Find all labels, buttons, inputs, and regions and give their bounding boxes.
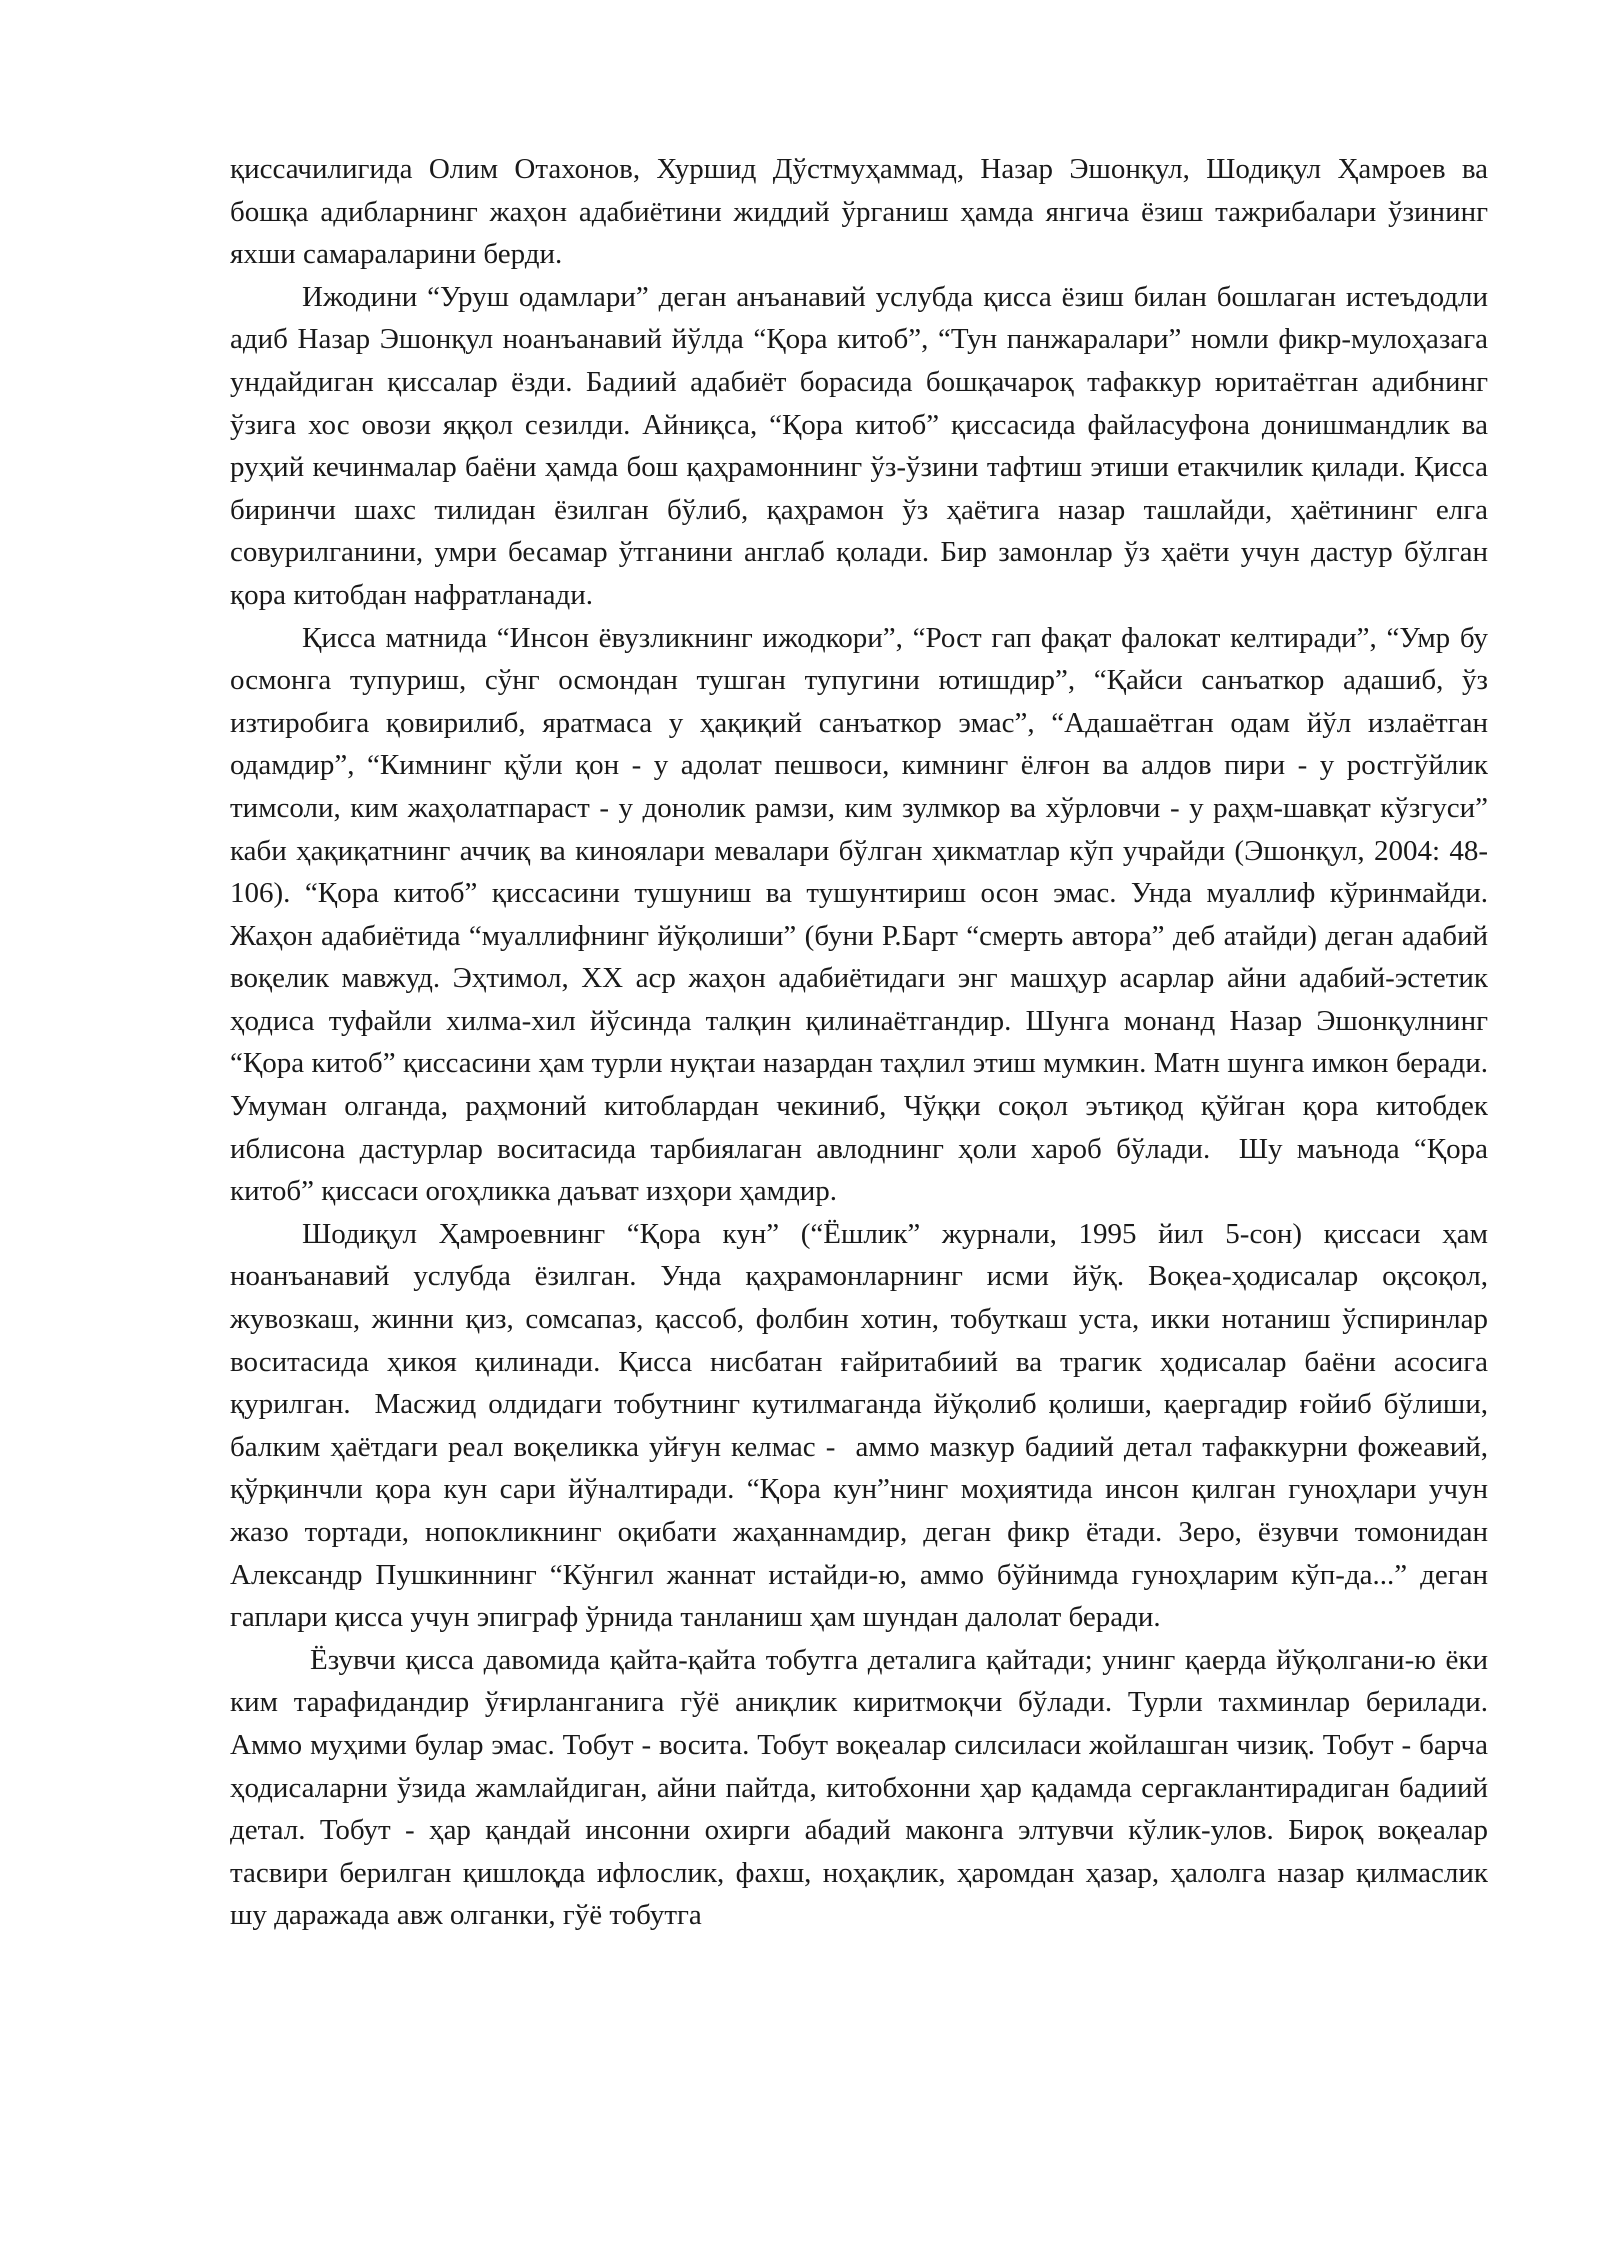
- paragraph-2: Ижодини “Уруш одамлари” деган анъанавий услубда қисса ёзиш билан бошлаган истеъдодли адиб Назар Эшонқул ноанъанавий йўлда “Қора китоб”, “Тун панжаралари” номли фикр-мулоҳазага ундайдиган қиссалар ёзди. Бадиий адабиёт борасида бошқачароқ тафаккур юритаётган адибнинг ўзига хос овози яққол сезилди. Айниқса, “Қора китоб” қиссасида файласуфона донишмандлик ва руҳий кечинмалар баёни ҳамда бош қаҳрамоннинг ўз-ўзини тафтиш этиши етакчилик қилади. Қисса биринчи шахс тилидан ёзилган бўлиб, қаҳрамон ўз ҳаётига назар ташлайди, ҳаётининг елга совурилганини, умри бесамар ўтганини англаб қолади. Бир замонлар ўз ҳаёти учун дастур бўлган қора китобдан нафратланади.: [230, 280, 1503, 611]
- paragraph-3: Қисса матнида “Инсон ёвузликнинг ижодкори”, “Рост гап фақат фалокат келтиради”, “Умр бу осмонга тупуриш, сўнг осмондан тушган тупугини ютишдир”, “Қайси санъаткор адашиб, ўз изтиробига қовирилиб, яратмаса у ҳақиқий санъаткор эмас”, “Адашаётган одам йўл излаётган одамдир”, “Кимнинг қўли қон - у адолат пешвоси, кимнинг ёлғон ва алдов пири - у ростгўйлик тимсоли, ким жаҳолатпараст - у донолик рамзи, ким зулмкор ва хўрловчи - у раҳм-шавқат кўзгуси” каби ҳақиқатнинг аччиқ ва киноялари мевалари бўлган ҳикматлар кўп учрайди (Эшонқул, 2004: 48-106). “Қора китоб” қиссасини тушуниш ва тушунтириш осон эмас. Унда муаллиф кўринмайди. Жаҳон адабиётида “муаллифнинг йўқолиши” (буни Р.Барт “смерть автора” деб атайди) деган адабий воқелик мавжуд. Эҳтимол, XX аср жаҳон адабиётидаги энг машҳур асарлар айни адабий-эстетик ҳодиса туфайли хилма-хил йўсинда талқин қилинаётгандир. Шунга монанд Назар Эшонқулнинг “Қора китоб” қиссасини ҳам турли нуқтаи назардан таҳлил этиш мумкин. Матн шунга имкон беради. Умуман олганда, раҳмоний китоблардан чекиниб, Чўққи соқол эътиқод қўйган қора китобдек иблисона дастурлар воситасида тарбиялаган авлоднинг ҳоли хароб бўлади. Шу маънода “Қора китоб” қиссаси огоҳликка даъват изҳори ҳамдир.: [230, 621, 1496, 1208]
- document-body: [230, 148, 1503, 1937]
- paragraph-5: Ёзувчи қисса давомида қайта-қайта тобутга деталига қайтади; унинг қаерда йўқолгани-ю ёки ким тарафидандир ўғирланганига гўё аниқлик киритмоқчи бўлади. Турли тахминлар берилади. Аммо муҳими булар эмас. Тобут - восита. Тобут воқеалар силсиласи жойлашган чизиқ. Тобут - барча ҳодисаларни ўзида жамлайдиган, айни пайтда, китобхонни ҳар қадамда сергаклантирадиган бадиий детал. Тобут - ҳар қандай инсонни охирги абадий маконга элтувчи кўлик-улов. Бироқ воқеалар тасвири берилган қишлоқда ифлослик, фахш, ноҳақлик, ҳаромдан ҳазар, ҳалолга назар қилмаслик шу даражада авж олганки, гўё тобутга: [230, 1643, 1496, 1932]
- paragraph-1: қиссачилигида Олим Отахонов, Хуршид Дўстмуҳаммад, Назар Эшонқул, Шодиқул Ҳамроев ва бошқа адибларнинг жаҳон адабиётини жиддий ўрганиш ҳамда янгича ёзиш тажрибалари ўзининг яхши самараларини берди.: [230, 153, 1496, 271]
- paragraph-4: Шодиқул Ҳамроевнинг “Қора кун” (“Ёшлик” журнали, 1995 йил 5-сон) қиссаси ҳам ноанъанавий услубда ёзилган. Унда қаҳрамонларнинг исми йўқ. Воқеа-ҳодисалар оқсоқол, жувозкаш, жинни қиз, сомсапаз, қассоб, фолбин хотин, тобуткаш уста, икки нотаниш ўспиринлар воситасида ҳикоя қилинади. Қисса нисбатан ғайритабиий ва трагик ҳодисалар баёни асосига қурилган. Масжид олдидаги тобутнинг кутилмаганда йўқолиб қолиши, қаергадир ғойиб бўлиши, балким ҳаётдаги реал воқеликка уйғун келмас - аммо мазкур бадиий детал тафаккурни фожеавий, қўрқинчли қора кун сари йўналтиради. “Қора кун”нинг моҳиятида инсон қилган гуноҳлари учун жазо тортади, нопокликнинг оқибати жаҳаннамдир, деган фикр ётади. Зеро, ёзувчи томонидан Александр Пушкиннинг “Кўнгил жаннат истайди-ю, аммо бўйнимда гуноҳларим кўп-да...” деган гаплари қисса учун эпиграф ўрнида танланиш ҳам шундан далолат беради.: [230, 1217, 1496, 1634]
